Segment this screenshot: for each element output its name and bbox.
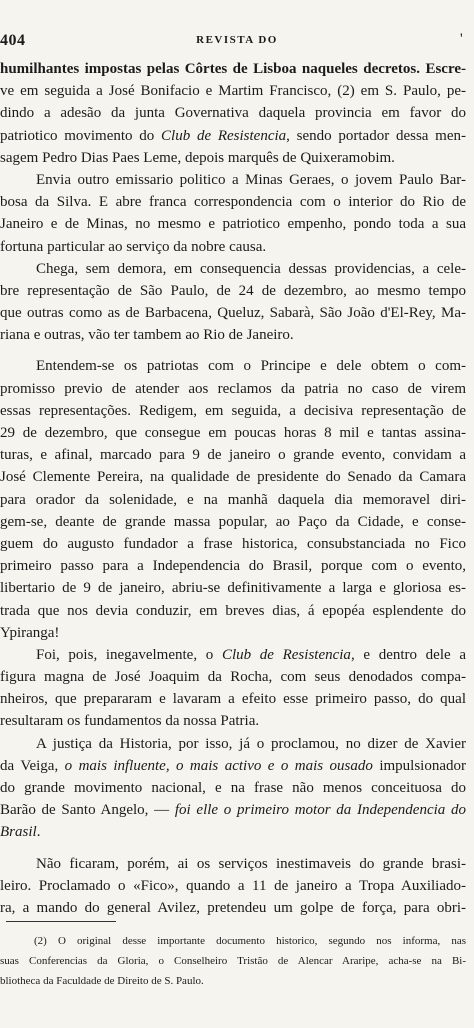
footnote: [0, 931, 474, 991]
page-number: 404: [0, 32, 26, 49]
text-line: [0, 125, 474, 147]
text-line: Ypiranga!: [0, 624, 60, 641]
text-line: ve em seguida a José Bonifacio e Martim Francisco, (2) em S. Paulo, pe-: [0, 83, 466, 100]
italic-club-name: Club de Resistencia: [221, 646, 351, 663]
text-line: bosa da Silva. E abre franca correspondencia com o interior do Rio de: [0, 194, 466, 211]
body-text: [0, 58, 474, 919]
text-line: bre representação de São Paulo, de 24 de dezembro, ao mesmo tempo: [0, 282, 466, 299]
text-segment: , sendo portador dessa men-: [286, 127, 467, 144]
text-segment: Foi, pois, inegavelmente, o: [36, 646, 214, 663]
text-segment: da Veiga,: [0, 757, 59, 774]
header-mark: ': [460, 31, 463, 47]
text-line: para orador da solenidade, e na manhã daquela dia memoravel diri-: [0, 491, 466, 508]
text-line: riana e outras, vão ter tambem ao Rio de Janeiro.: [0, 327, 294, 344]
text-line: Não ficaram, porém, ai os serviços inestimaveis do grande brasi-: [36, 855, 466, 872]
text-segment: patriotico movimento do: [0, 127, 155, 144]
footnote-line: suas Conferencias da Gloria, o Conselheiro Tristão de Alencar Araripe, acha-se na Bi-: [0, 955, 466, 967]
italic-quotation: o mais influente, o mais activo e o mais ousado: [64, 757, 373, 774]
text-line: figura magna de José Joaquim da Rocha, com seus denodados compa-: [0, 669, 466, 686]
text-line: promisso previo de atender aos reclamos da patria no caso de virem: [0, 380, 466, 397]
text-segment: impulsionador: [379, 757, 467, 774]
text-line: leiro. Proclamado o «Fico», quando a 11 de janeiro a Tropa Auxiliado-: [0, 877, 466, 894]
running-title: REVISTA DO: [196, 34, 278, 46]
text-line: sagem Pedro Dias Paes Leme, depois marquês de Quixeramobim.: [0, 149, 395, 166]
footnote-line: (2) O original desse importante documento historico, segundo nos informa, nas: [34, 935, 466, 947]
text-line: guem do augusto fundador a frase historica, consubstanciada no Fico: [0, 535, 466, 552]
text-segment: , e dentro dele a: [350, 646, 466, 663]
text-line: A justiça da Historia, por isso, já o proclamou, no dizer de Xavier: [36, 735, 466, 752]
text-line: trada que nos devia conduzir, em breves dias, á epopéa esplendente do: [0, 602, 466, 619]
text-line: [0, 821, 474, 843]
text-line: Janeiro e de Minas, no mesmo e patriotico empenho, pondo toda a sua: [0, 216, 466, 233]
text-line: José Clemente Pereira, na qualidade de presidente do Senado da Camara: [0, 469, 466, 486]
text-line: fortuna particular ao serviço da nobre causa.: [0, 238, 267, 255]
text-line: Envia outro emissario politico a Minas Geraes, o jovem Paulo Bar-: [36, 171, 466, 188]
italic-quotation: Brasil: [0, 824, 37, 841]
text-line: [0, 755, 474, 777]
text-line: primeiro passo para a Independencia do Brasil, porque com o evento,: [0, 558, 466, 575]
text-line: nheiros, que prepararam e lavaram a efeito esse primeiro passo, do qual: [0, 691, 466, 708]
text-line: humilhantes impostas pelas Côrtes de Lisboa naqueles decretos. Escre-: [0, 61, 466, 77]
text-segment: .: [36, 824, 41, 841]
text-line: essas representações. Redigem, em seguida, a decisiva representação de: [0, 402, 466, 419]
text-line: libertario de 9 de janeiro, abriu-se definitivamente a larga e gloriosa es-: [0, 580, 466, 597]
text-line: gem-se, deante de grande massa popular, ao Paço da Cidade, e conse-: [0, 513, 466, 530]
text-line: turas, e afinal, marcado para 9 de janeiro o grande evento, convidam a: [0, 447, 466, 464]
text-line: [0, 644, 474, 666]
text-line: Entendem-se os patriotas com o Principe e dele obtem o com-: [36, 358, 466, 375]
text-line: que outras como as de Barbacena, Queluz, Sabarà, São João d'El-Rey, Ma-: [0, 305, 466, 322]
text-line: 29 de dezembro, que consegue em poucas horas 8 mil e tantas assina-: [0, 425, 466, 441]
text-line: Chega, sem demora, em consequencia dessas providencias, a cele-: [36, 260, 466, 277]
text-line: [0, 799, 474, 821]
italic-club-name: Club de Resistencia: [161, 127, 287, 144]
text-segment: Barão de Santo Angelo, —: [0, 802, 170, 819]
footnote-line: bliotheca da Faculdade de Direito de S. Paulo.: [0, 975, 204, 987]
italic-quotation: foi elle o primeiro motor da Independencia do: [174, 802, 466, 819]
text-line: ra, a mando do general Avilez, pretendeu um golpe de força, para obri-: [0, 899, 466, 916]
text-line: do grande movimento nacional, e na frase não menos conceituosa do: [0, 780, 466, 796]
text-line: dindo a adesão da junta Governativa daquela provincia em favor do: [0, 105, 466, 122]
footnote-rule: [6, 921, 116, 922]
text-line: resultaram os fundamentos da nossa Patria.: [0, 713, 260, 730]
